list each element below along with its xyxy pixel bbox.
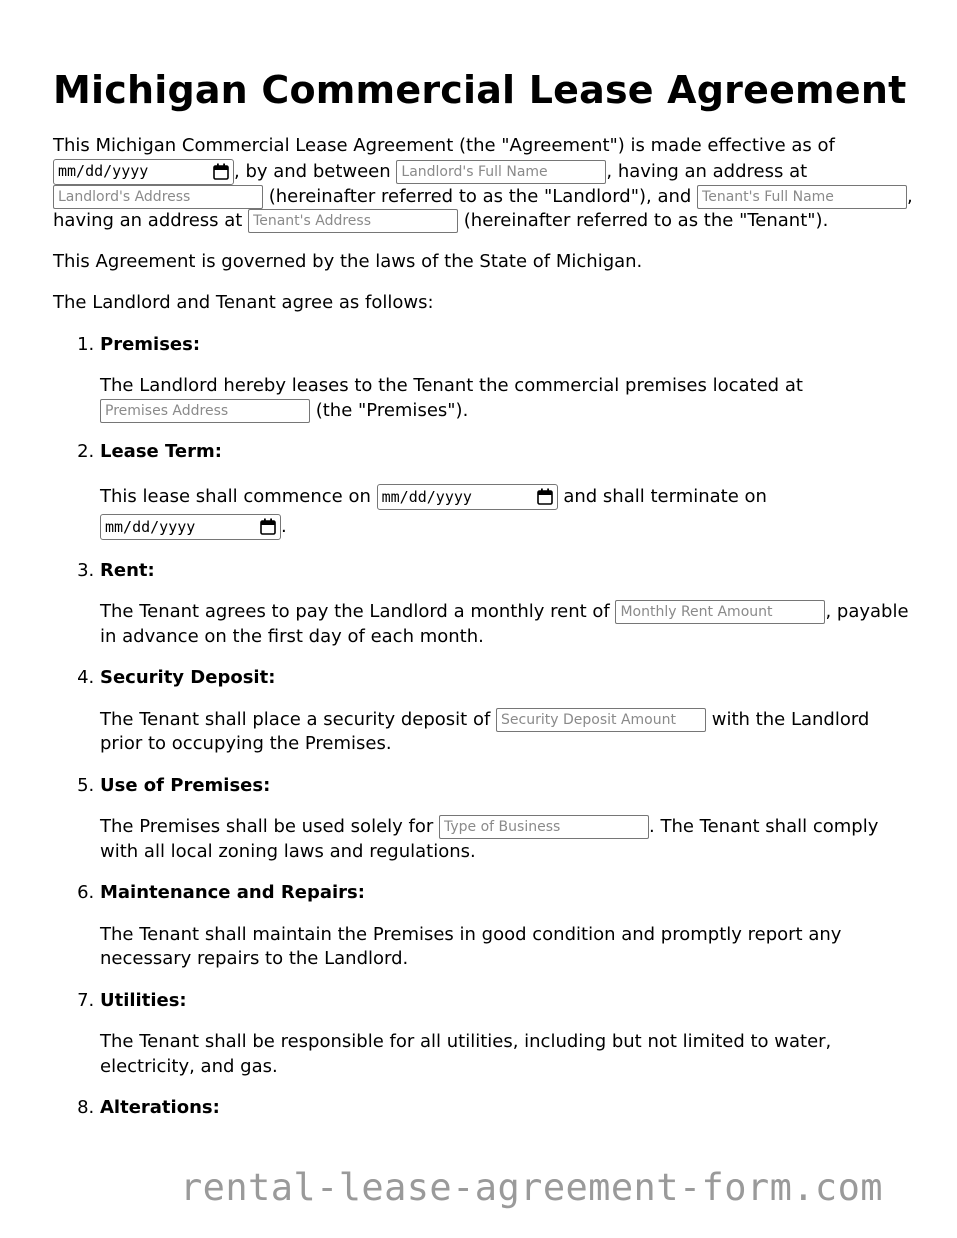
tenant-address-field[interactable] bbox=[248, 209, 458, 233]
landlord-address-field[interactable] bbox=[53, 185, 263, 209]
section-body bbox=[100, 708, 913, 757]
list-item bbox=[100, 774, 913, 865]
date-placeholder: mm/dd/yyyy bbox=[58, 162, 149, 181]
intro-text: , having an address at bbox=[606, 160, 808, 182]
monthly-rent-field[interactable] bbox=[615, 600, 825, 624]
section-text: The Landlord hereby leases to the Tenant the commercial premises located at bbox=[100, 375, 803, 396]
list-item bbox=[100, 440, 913, 542]
list-item bbox=[100, 881, 913, 972]
section-text: The Tenant agrees to pay the Landlord a monthly rent of bbox=[100, 601, 616, 622]
date-placeholder: mm/dd/yyyy bbox=[381, 487, 472, 506]
section-text: . The Tenant shall comply with all local zoning laws and regulations. bbox=[100, 816, 879, 862]
section-body bbox=[100, 374, 913, 423]
section-heading: 4. Security Deposit: bbox=[100, 667, 276, 688]
business-type-field[interactable] bbox=[439, 815, 649, 839]
landlord-name-field[interactable] bbox=[396, 160, 606, 184]
section-heading: 8. Alterations: bbox=[100, 1097, 220, 1118]
list-item bbox=[100, 989, 913, 1080]
calendar-icon[interactable] bbox=[537, 488, 553, 505]
list-item bbox=[100, 1096, 913, 1121]
intro-text: (hereinafter referred to as the "Landlord"), and bbox=[263, 185, 698, 207]
commence-date-input[interactable] bbox=[377, 484, 558, 510]
section-text: with the Landlord prior to occupying the Premises. bbox=[100, 708, 870, 754]
section-heading: 5. Use of Premises: bbox=[100, 774, 271, 796]
list-item bbox=[100, 666, 913, 757]
calendar-icon[interactable] bbox=[260, 518, 276, 535]
document-title: Michigan Commercial Lease Agreement bbox=[53, 68, 907, 112]
lease-document bbox=[53, 66, 913, 1138]
section-text: and shall terminate on bbox=[557, 485, 767, 507]
intro-text: , by and between bbox=[234, 160, 397, 182]
security-deposit-field[interactable] bbox=[496, 708, 706, 732]
list-item bbox=[100, 559, 913, 650]
section-body bbox=[100, 482, 913, 542]
governing-law: This Agreement is governed by the laws of the State of Michigan. bbox=[53, 250, 643, 272]
terminate-date-input[interactable] bbox=[100, 514, 281, 540]
intro-text: , having an address at bbox=[53, 185, 913, 231]
site-watermark: rental-lease-agreement-form.com bbox=[180, 1166, 883, 1209]
section-text: (the "Premises"). bbox=[310, 399, 469, 421]
list-item bbox=[100, 333, 913, 424]
section-heading: 7. Utilities: bbox=[100, 989, 187, 1011]
section-text: The Premises shall be used solely for bbox=[100, 816, 439, 837]
section-text: . bbox=[281, 515, 287, 537]
section-text: The Tenant shall place a security deposit of bbox=[100, 708, 497, 730]
section-heading: 6. Maintenance and Repairs: bbox=[100, 882, 365, 903]
section-body bbox=[100, 815, 913, 864]
section-text: , payable in advance on the first day of each month. bbox=[100, 601, 909, 647]
intro-text: (hereinafter referred to as the "Tenant"). bbox=[458, 210, 829, 231]
section-heading: 3. Rent: bbox=[100, 559, 155, 581]
tenant-name-field[interactable] bbox=[697, 185, 907, 209]
terms-list bbox=[53, 333, 913, 1121]
section-body: The Tenant shall maintain the Premises in good condition and promptly report any necessary repairs to the Landlord. bbox=[100, 923, 842, 969]
intro-paragraph bbox=[53, 134, 913, 234]
date-placeholder: mm/dd/yyyy bbox=[105, 517, 196, 536]
section-body: The Tenant shall be responsible for all utilities, including but not limited to water, electricity, and gas. bbox=[100, 1031, 832, 1077]
effective-date-input[interactable] bbox=[53, 159, 234, 185]
calendar-icon[interactable] bbox=[213, 163, 229, 180]
agree-statement: The Landlord and Tenant agree as follows: bbox=[53, 292, 434, 313]
intro-text: This Michigan Commercial Lease Agreement (the "Agreement") is made effective as of bbox=[53, 135, 835, 156]
section-heading: 2. Lease Term: bbox=[100, 441, 222, 462]
section-text: This lease shall commence on bbox=[100, 485, 377, 507]
premises-address-field[interactable] bbox=[100, 399, 310, 423]
section-heading: 1. Premises: bbox=[100, 333, 201, 355]
section-body bbox=[100, 600, 913, 649]
